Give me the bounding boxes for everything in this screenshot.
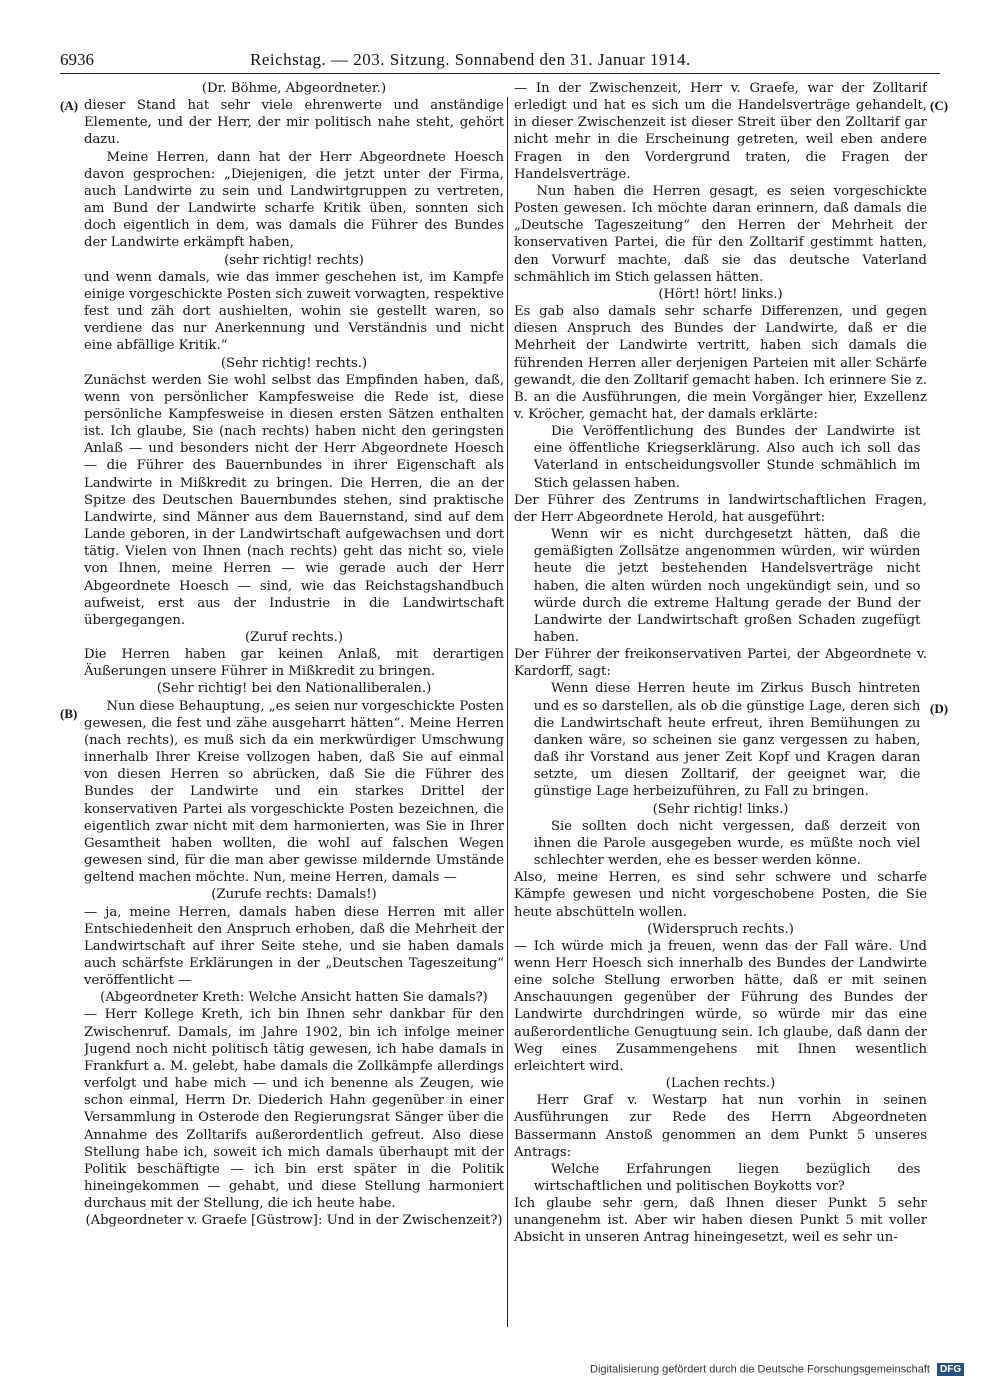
left-paragraph: Nun diese Behauptung, „es seien nur vorgeschickte Posten gewesen, die fest und zähe ausgeharrt hätten“. Meine Herren (nach rechts), es muß sich da ein merkwürdiger Umschwung innerhalb Ihrer Kreise vollzogen haben, daß Sie auf einmal von diesen Herren so abrücken, daß Sie die Führer des Bundes der Landwirte und ein starkes Drittel der konservativen Partei als vorgeschickte Posten bezeichnen, die eigentlich zwar nicht mit dem harmonierten, was Sie in Ihrer Gesamtheit haben wollten, die wohl auf falschen Wegen gewesen sind, für die man aber gewisse mildernde Umstände geltend machen möchte. Nun, meine Herren, damals — xyxy=(84,698,504,886)
margin-marker-d: (D) xyxy=(930,701,949,716)
left-paragraph: — ja, meine Herren, damals haben diese Herren mit aller Entschiedenheit den Anspruch erhoben, daß die Mehrheit der Landwirtschaft auf ihrer Seite stehe, und sie haben damals auch schärfste Erklärungen in der „Deutschen Tageszeitung“ veröffentlicht — xyxy=(84,904,504,989)
left-paragraph: Meine Herren, dann hat der Herr Abgeordnete Hoesch davon gesprochen: „Diejenigen, die jetzt unter der Firma, auch Landwirte zu sein und Landwirtgruppen zu vertreten, am Bund der Landwirte scharfe Kritik üben, sonnten sich doch eigentlich in dem, was damals die Führer des Bundes der Landwirte erkämpft haben, xyxy=(84,149,504,251)
left-column xyxy=(84,80,504,1330)
right-paragraph: Der Führer des Zentrums in landwirtschaftlichen Fragen, der Herr Abgeordnete Herold, hat ausgeführt: xyxy=(514,492,927,525)
left-paragraph: (Zurufe rechts: Damals!) xyxy=(211,887,377,903)
right-paragraph: Wenn wir es nicht durchgesetzt hätten, daß die gemäßigten Zollsätze angenommen würden, wir würden heute die jetzt bestehenden Handelsverträge nicht haben, die alten würden noch ungekündigt sein, und so würde durch die extreme Haltung gerade der Bund der Landwirte der Landwirtschaft großen Schaden zugefügt haben. xyxy=(533,527,921,645)
right-paragraph: Herr Graf v. Westarp hat nun vorhin in seinen Ausführungen zur Rede des Herrn Abgeordneten Bassermann Anstoß genommen an dem Punkt 5 unseres Antrags: xyxy=(514,1093,927,1160)
right-paragraph: Sie sollten doch nicht vergessen, daß derzeit von ihnen die Parole ausgegeben wurde, es müßte noch viel schlechter werden, ehe es besser werden könne. xyxy=(533,818,921,869)
page-title: Reichstag. — 203. Sitzung. Sonnabend den 31. Januar 1914. xyxy=(250,50,691,69)
left-paragraph: (Sehr richtig! bei den Nationalliberalen.) xyxy=(156,681,432,697)
right-paragraph: (Sehr richtig! links.) xyxy=(652,801,789,817)
left-paragraph: (Abgeordneter v. Graefe [Güstrow]: Und in der Zwischenzeit?) xyxy=(85,1213,503,1229)
footer-text: Digitalisierung gefördert durch die Deutsche Forschungsgemeinschaft xyxy=(590,1363,930,1376)
left-paragraph: dieser Stand hat sehr viele ehrenwerte und anständige Elemente, und der Herr, der mir politisch nahe steht, gehört dazu. xyxy=(84,98,504,148)
margin-marker-c: (C) xyxy=(930,98,949,113)
right-paragraph: Nun haben die Herren gesagt, es seien vorgeschickte Posten gewesen. Ich möchte daran erinnern, daß damals die „Deutsche Tageszeitung“ den Herren der Mehrheit der konservativen Partei, die für den Zolltarif gestimmt hatten, den Vorwurf machte, daß sie das deutsche Vaterland schmählich im Stich gelassen hätten. xyxy=(514,183,927,285)
header-rule xyxy=(60,73,940,74)
right-paragraph: — Ich würde mich ja freuen, wenn das der Fall wäre. Und wenn Herr Hoesch sich innerhalb des Bundes der Landwirte eine solche Stellung erworben hätte, daß er mit seinen Anschauungen gegenüber der Führung des Bundes der Landwirte durchdringen würde, so würde mir das eine außerordentliche Genugtuung sein. Ich glaube, daß dann der Weg eines Zusammengehens mit Ihnen wesentlich erleichtert wird. xyxy=(514,938,927,1074)
right-column xyxy=(514,80,927,1330)
right-paragraph: Welche Erfahrungen liegen bezüglich des wirtschaftlichen und politischen Boykotts vor? xyxy=(533,1161,921,1194)
column-divider xyxy=(507,97,508,1327)
left-paragraph: (Sehr richtig! rechts.) xyxy=(220,355,368,371)
right-paragraph: Es gab also damals sehr scharfe Differenzen, und gegen diesen Anspruch des Bundes der Landwirte, daß er die Mehrheit der Landwirte vertritt, haben sich damals die führenden Herren aller derjenigen Parteien mit aller Schärfe gewandt, die den Zolltarif gemacht haben. Ich erinnere Sie z. B. an die Ausführungen, die mein Vorgänger hier, Exzellenz v. Kröcher, gemacht hat, der damals erklärte: xyxy=(514,304,927,422)
left-paragraph: Zunächst werden Sie wohl selbst das Empfinden haben, daß, wenn von persönlicher Kampfesweise die Rede ist, diese persönliche Kampfesweise in diesen ersten Sätzen enthalten ist. Ich glaube, Sie (nach rechts) haben nicht den geringsten Anlaß — und besonders nicht der Herr Abgeordnete Hoesch — die Führer des Bauernbundes in ihrer Eigenschaft als Landwirte in Mißkredit zu bringen. Die Herren, die an der Spitze des Deutschen Bauernbundes stehen, sind praktische Landwirte, sind Männer aus dem Bauernstand, sind auf dem Lande geboren, in der Landwirtschaft aufgewachsen und dort tätig. Vielen von Ihnen (nach rechts) geht das nicht so, viele von Ihnen, meine Herren — wie gerade auch der Herr Abgeordnete Hoesch — sind, wie das Reichstagshandbuch aufweist, erst aus der Industrie in die Landwirtschaft übergegangen. xyxy=(84,372,504,628)
right-paragraph: (Hört! hört! links.) xyxy=(658,286,783,302)
running-header xyxy=(60,50,940,72)
right-paragraph: Ich glaube sehr gern, daß Ihnen dieser Punkt 5 sehr unangenehm ist. Aber wir haben diesen Punkt 5 mit voller Absicht in unseren Antrag hineingesetzt, weil es sehr un- xyxy=(514,1196,927,1246)
right-paragraph: Also, meine Herren, es sind sehr schwere und scharfe Kämpfe gewesen und nicht vorgeschobene Posten, die Sie heute abschütteln wollen. xyxy=(514,870,927,920)
right-paragraph: — In der Zwischenzeit, Herr v. Graefe, war der Zolltarif erledigt und hat es sich um die Handelsverträge gehandelt, in dieser Zwischenzeit ist dieser Streit über den Zolltarif gar nicht mehr in die Erscheinung getreten, weil eben andere Fragen in den Vordergrund traten, die Fragen der Handelsverträge. xyxy=(514,81,927,182)
margin-marker-a: (A) xyxy=(60,98,79,113)
right-paragraph: Der Führer der freikonservativen Partei, der Abgeordnete v. Kardorff, sagt: xyxy=(514,647,927,680)
left-paragraph: (Dr. Böhme, Abgeordneter.) xyxy=(201,81,387,96)
right-paragraph: (Widerspruch rechts.) xyxy=(647,921,794,937)
footer-credit xyxy=(590,1363,990,1379)
left-paragraph: (Zuruf rechts.) xyxy=(244,630,344,645)
margin-marker-b: (B) xyxy=(60,706,78,721)
left-paragraph: (sehr richtig! rechts) xyxy=(224,252,364,268)
dfg-logo: DFG xyxy=(937,1363,964,1376)
right-paragraph: Wenn diese Herren heute im Zirkus Busch hintreten und es so darstellen, als ob die günstige Lage, deren sich die Landwirtschaft heute erfreut, ihren Bemühungen zu danken wäre, so scheinen sie ganz vergessen zu haben, daß ihr Vorstand aus jener Zeit Kopf und Kragen daran setzte, um diesen Zolltarif, der geeignet war, die günstige Lage herbeizuführen, zu Fall zu bringen. xyxy=(533,681,921,800)
left-paragraph: (Abgeordneter Kreth: Welche Ansicht hatten Sie damals?) xyxy=(100,990,488,1006)
left-paragraph: und wenn damals, wie das immer geschehen ist, im Kampfe einige vorgeschickte Posten sich zuweit vorwagten, respektive fest und zäh dort aushielten, wohin sie gestellt waren, so verdiene das nur Anerkennung und Verständnis und nicht eine abfällige Kritik.“ xyxy=(84,269,504,354)
right-paragraph: (Lachen rechts.) xyxy=(665,1076,776,1092)
page-number: 6936 xyxy=(60,50,94,69)
right-paragraph: Die Veröffentlichung des Bundes der Landwirte ist eine öffentliche Kriegserklärung. Also auch ich soll das Vaterland in entscheidungsvoller Stunde schmählich im Stich gelassen haben. xyxy=(533,424,921,491)
left-paragraph: — Herr Kollege Kreth, ich bin Ihnen sehr dankbar für den Zwischenruf. Damals, im Jahre 1902, bin ich infolge meiner Jugend noch nicht politisch tätig gewesen, ich habe damals in Frankfurt a. M. gelebt, habe damals die Zollkämpfe allerdings verfolgt und habe mich — und ich benenne als Zeugen, wie schon einmal, Herrn Dr. Diederich Hahn gegenüber in einer Versammlung in Osterode den Regierungsrat Sänger über die Annahme des Zolltarifs außerordentlich gefreut. Also diese Stellung habe ich, soweit ich mich damals überhaupt mit der Politik beschäftigte — ich bin erst später in die Politik hineingekommen — gehabt, und diese Stellung harmoniert durchaus mit der Stellung, die ich heute habe. xyxy=(84,1007,504,1212)
left-paragraph: Die Herren haben gar keinen Anlaß, mit derartigen Äußerungen unsere Führer in Mißkredit zu bringen. xyxy=(84,647,504,680)
